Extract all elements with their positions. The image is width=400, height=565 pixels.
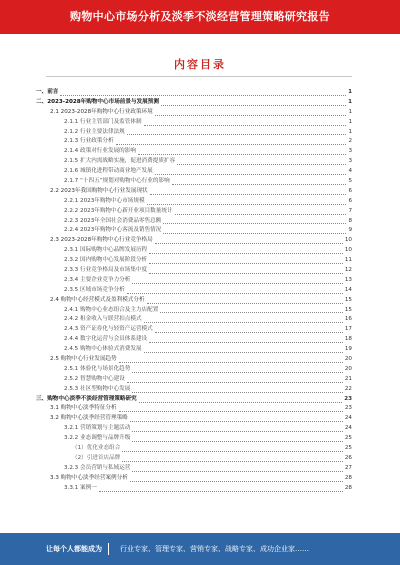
toc-entry[interactable] [36,137,352,147]
toc-dot-leader [163,222,346,224]
toc-dot-leader [132,430,343,432]
toc-entry-label: 2.4.1 购物中心业态组合及主力店配置 [64,306,159,313]
toc-entry[interactable] [36,207,352,217]
toc-entry[interactable] [36,325,352,335]
toc-entry-label: （1）优化业态组合 [72,445,121,452]
toc-entry-label: 3.3 购物中心淡季经营案例分析 [50,474,128,481]
toc-entry[interactable] [36,365,352,375]
toc-page-number: 12 [344,267,352,274]
toc-page-number: 27 [344,464,352,471]
toc-entry-label: 2.1 2023-2028年购物中心行业政策环境 [50,108,153,115]
toc-page-number: 18 [344,336,352,343]
toc-dot-leader [127,133,347,135]
toc-page-number: 14 [344,286,352,293]
toc-dot-leader [132,282,343,284]
toc-entry-label: 一、前言 [36,88,59,95]
toc-entry[interactable] [36,315,352,325]
toc-entry-label: 3.3.1 案例一 [64,484,97,491]
toc-dot-leader [149,262,343,264]
toc-entry[interactable] [36,395,352,405]
toc-entry[interactable] [36,484,352,494]
toc-page-number: 24 [344,415,352,422]
toc-entry[interactable] [36,197,352,207]
toc-dot-leader [155,331,343,333]
toc-entry-label: 2.3.5 区域市场竞争分析 [64,286,125,293]
toc-dot-leader [127,381,343,383]
toc-page-number: 20 [344,365,352,372]
toc-entry[interactable] [36,187,352,197]
toc-page-number: 4 [348,168,352,175]
toc-entry[interactable] [36,177,352,187]
toc-entry[interactable] [36,128,352,138]
toc-entry-label: 2.4.4 数字化运营与会员体系建设 [64,336,148,343]
toc-entry-label: 二、2023-2028年购物中心市场前景与发展预测 [36,98,159,105]
toc-entry-label: 2.5.3 社区型购物中心发展 [64,385,131,392]
toc-page-number: 21 [344,375,352,382]
toc-entry-label: 2.4 购物中心经营模式及盈利模式分析 [50,296,145,303]
toc-page-number: 1 [348,108,352,115]
toc-entry[interactable] [36,474,352,484]
toc-page-number: 17 [344,326,352,333]
toc-page-number: 15 [344,306,352,313]
toc-entry[interactable] [36,157,352,167]
toc-page-number: 16 [344,316,352,323]
toc-page-number: 25 [344,435,352,442]
toc-dot-leader [60,94,346,96]
toc-page-number: 1 [348,128,352,135]
toc-entry-label: 2.4.2 租金收入与联营扣点模式 [64,316,142,323]
toc-entry-label: 2.5.1 体验化与场景化趋势 [64,365,131,372]
toc-entry[interactable] [36,147,352,157]
toc-dot-leader [144,351,343,353]
toc-dot-leader [132,440,343,442]
toc-page-number: 3 [348,148,352,155]
toc-dot-leader [122,450,343,452]
toc-page-number: 6 [348,187,352,194]
toc-dot-leader [155,173,347,175]
toc-page-number: 13 [344,276,352,283]
toc-entry-label: 2.5 购物中心行业发展趋势 [50,356,117,363]
toc-dot-leader [147,302,343,304]
toc-entry-label: 2.3.1 国际购物中心品牌发展历程 [64,247,148,254]
toc-dot-leader [116,143,347,145]
toc-entry[interactable] [36,355,352,365]
toc-page-number: 20 [344,356,352,363]
toc-entry-label: 2.1.3 行业政策分析 [64,138,114,145]
toc-entry-label: 2.1.1 行业主管部门及监管体制 [64,118,142,125]
toc-entry-label: 2.1.5 扩大内需战略实施，促进消费提质扩容 [64,158,176,165]
toc-page-number: 24 [344,425,352,432]
toc-entry-label: 3.1 购物中心淡季特征分析 [50,405,117,412]
toc-entry[interactable] [36,246,352,256]
toc-entry[interactable] [36,98,352,108]
report-header: 购物中心市场分析及淡季不淡经营管理策略研究报告 [0,0,400,34]
toc-page-number: 3 [348,158,352,165]
toc-entry[interactable] [36,167,352,177]
toc-dot-leader [119,361,343,363]
toc-entry-label: 3.2.3 会员营销与私域运营 [64,464,131,471]
toc-page-number: 2 [348,138,352,145]
toc-entry[interactable] [36,236,352,246]
toc-dot-leader [172,183,347,185]
toc-dot-leader [155,114,347,116]
toc-dot-leader [175,213,347,215]
toc-entry[interactable] [36,118,352,128]
toc-page-number: 6 [348,197,352,204]
toc-entry-label: 2.4.3 资产证券化与轻资产运营模式 [64,326,153,333]
toc-entry[interactable] [36,405,352,415]
toc-entry-label: 2.2.3 2023年全国社会消费品零售总额 [64,217,162,224]
toc-page-number: 9 [348,227,352,234]
toc-dot-leader [132,371,343,373]
toc-dot-leader [149,341,343,343]
toc-entry[interactable] [36,276,352,286]
toc-page-number: 26 [344,454,352,461]
toc-entry-label: 2.4.5 购物中心体验式消费发展 [64,346,142,353]
toc-entry-label: 2.3 2023-2028年购物中心行业竞争格局 [50,237,153,244]
toc-dot-leader [177,163,346,165]
toc-entry[interactable] [36,256,352,266]
toc-dot-leader [161,104,346,106]
toc-dot-leader [147,203,347,205]
toc-entry[interactable] [36,454,352,464]
toc-dot-leader [132,391,343,393]
toc-dot-leader [149,252,343,254]
toc-entry[interactable] [36,266,352,276]
toc-entry[interactable] [36,385,352,395]
toc-entry[interactable] [36,226,352,236]
footer-slogan: 让每个人都能成为 [46,545,102,553]
toc-dot-leader [127,292,343,294]
toc-entry[interactable] [36,464,352,474]
toc-page-number: 11 [344,257,352,264]
toc-page-number: 15 [344,296,352,303]
toc-entry-label: 2.1.7 “十四五”规划对购物中心行业的影响 [64,178,170,184]
toc-entry-label: 2.3.3 行业竞争格局及市场集中度 [64,267,148,274]
toc-entry[interactable] [36,375,352,385]
toc-page-number: 23 [344,395,352,402]
toc-dot-leader [130,420,343,422]
toc-dot-leader [122,460,343,462]
toc-entry[interactable] [36,345,352,355]
toc-page-number: 19 [344,346,352,353]
toc-entry-label: 2.5.2 智慧购物中心建设 [64,375,125,382]
toc-entry[interactable] [36,414,352,424]
toc-page-number: 23 [344,405,352,412]
toc-dot-leader [99,490,343,492]
toc-dot-leader [119,410,343,412]
toc-entry-label: 2.1.2 行业主要法律法规 [64,128,125,135]
toc-page-number: 10 [344,237,352,244]
toc-dot-leader [144,124,347,126]
toc-entry[interactable] [36,286,352,296]
toc-entry-label: 3.2.2 业态调整与品牌升级 [64,435,131,442]
toc-entry[interactable] [36,217,352,227]
toc-dot-leader [139,401,343,403]
toc-entry-label: 3.2.1 营销策划与主题活动 [64,425,131,432]
table-of-contents [36,88,352,494]
toc-page-number: 1 [348,118,352,125]
toc-entry[interactable] [36,296,352,306]
toc-page-number: 25 [344,445,352,452]
toc-page-number: 28 [344,484,352,491]
toc-entry-label: 2.2.1 2023年购物中心市场规模 [64,197,145,204]
toc-page-number: 1 [348,88,352,95]
toc-entry-label: 2.2.4 2023年购物中心客流及销售情况 [64,227,162,234]
footer-banner [0,533,400,565]
toc-entry-label: （2）引进首店品牌 [72,454,121,461]
toc-dot-leader [144,321,343,323]
toc-dot-leader [155,242,343,244]
toc-entry[interactable] [36,434,352,444]
toc-entry[interactable] [36,424,352,434]
toc-entry[interactable] [36,306,352,316]
toc-dot-leader [132,470,343,472]
toc-page-number: 1 [348,98,352,105]
toc-entry[interactable] [36,108,352,118]
toc-entry-label: 三、购物中心淡季不淡经营管理策略研究 [36,395,137,402]
toc-page-number: 5 [348,178,352,184]
toc-dot-leader [150,193,347,195]
footer-tagline: 行业专家、管理专家、营销专家、战略专家、成功企业家…… [120,545,309,553]
toc-page-number: 8 [348,217,352,224]
title-divider [46,76,352,77]
toc-entry[interactable] [36,444,352,454]
toc-entry-label: 2.1.6 城镇化进程带动商业地产发展 [64,168,153,175]
toc-dot-leader [163,232,346,234]
toc-dot-leader [149,272,343,274]
toc-page-number: 28 [344,474,352,481]
footer-divider [108,543,109,555]
toc-page-number: 10 [344,247,352,254]
toc-dot-leader [130,480,343,482]
toc-page-number: 7 [348,207,352,214]
toc-dot-leader [138,153,346,155]
toc-entry-label: 2.1.4 政策对行业发展的影响 [64,148,136,155]
toc-dot-leader [160,311,343,313]
toc-title: 内容目录 [174,58,226,71]
toc-entry-label: 2.3.2 国内购物中心发展阶段分析 [64,257,148,264]
toc-entry-label: 2.3.4 主要企业竞争力分析 [64,276,131,283]
toc-entry[interactable] [36,335,352,345]
toc-entry-label: 2.2.2 2023年购物中心新开业项目数量统计 [64,207,173,214]
toc-entry-label: 3.2 购物中心淡季经营管理策略 [50,415,128,422]
toc-page-number: 22 [344,385,352,392]
toc-entry-label: 2.2 2023年我国购物中心行业发展现状 [50,187,148,194]
toc-entry[interactable] [36,88,352,98]
